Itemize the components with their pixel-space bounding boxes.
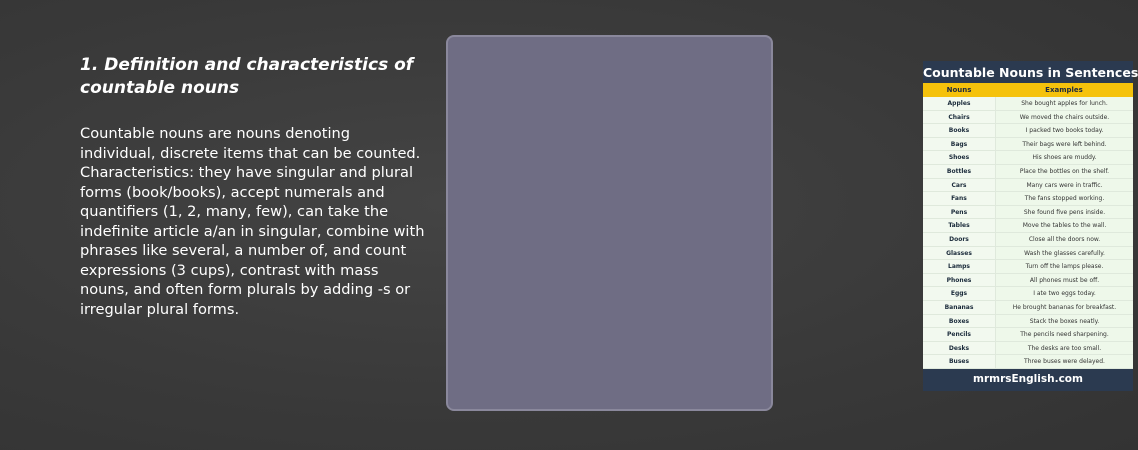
table-row [923,355,1133,369]
table-row [923,111,1133,125]
noun-cell: Lamps [923,260,996,273]
table-row [923,165,1133,179]
infographic-title: Countable Nouns in Sentences [923,65,1138,80]
section-heading: 1. Definition and characteristics of countable nouns [80,55,414,98]
example-cell: Wash the glasses carefully. [996,247,1133,260]
table-row [923,124,1133,138]
table-row [923,97,1133,111]
noun-cell: Fans [923,192,996,205]
table-row [923,192,1133,206]
table-row [923,287,1133,301]
noun-cell: Books [923,124,996,137]
example-cell: Move the tables to the wall. [996,219,1133,232]
noun-cell: Phones [923,274,996,287]
table-header [923,83,1133,97]
noun-cell: Glasses [923,247,996,260]
noun-cell: Bottles [923,165,996,178]
noun-cell: Cars [923,179,996,192]
example-cell: His shoes are muddy. [996,151,1133,164]
table-row [923,219,1133,233]
example-cell: The desks are too small. [996,342,1133,355]
table-row [923,151,1133,165]
example-cell: Turn off the lamps please. [996,260,1133,273]
example-cell: She found five pens inside. [996,206,1133,219]
example-cell: She bought apples for lunch. [996,97,1133,110]
example-cell: Stack the boxes neatly. [996,315,1133,328]
table-row [923,179,1133,193]
example-cell: The fans stopped working. [996,192,1133,205]
table-row [923,315,1133,329]
example-cell: I packed two books today. [996,124,1133,137]
table-row [923,328,1133,342]
table-row [923,274,1133,288]
table-row [923,233,1133,247]
noun-cell: Boxes [923,315,996,328]
table-row [923,342,1133,356]
header-examples: Examples [1045,86,1083,94]
table-row [923,206,1133,220]
noun-cell: Apples [923,97,996,110]
table-body [923,97,1133,369]
infographic-footer: mrmrsEnglish.com [973,372,1083,385]
noun-cell: Buses [923,355,996,368]
countable-nouns-infographic [923,61,1138,391]
noun-cell: Pens [923,206,996,219]
table-row [923,138,1133,152]
image-card [446,35,1138,411]
table-row [923,260,1133,274]
example-cell: Three buses were delayed. [996,355,1133,368]
header-nouns: Nouns [946,86,972,94]
example-cell: Their bags were left behind. [996,138,1133,151]
example-cell: Many cars were in traffic. [996,179,1133,192]
example-cell: I ate two eggs today. [996,287,1133,300]
noun-cell: Shoes [923,151,996,164]
example-cell: Close all the doors now. [996,233,1133,246]
noun-cell: Pencils [923,328,996,341]
example-cell: He brought bananas for breakfast. [996,301,1133,314]
noun-cell: Doors [923,233,996,246]
noun-cell: Desks [923,342,996,355]
noun-cell: Bananas [923,301,996,314]
table-row [923,301,1133,315]
example-cell: The pencils need sharpening. [996,328,1133,341]
example-cell: Place the bottles on the shelf. [996,165,1133,178]
noun-cell: Eggs [923,287,996,300]
noun-cell: Bags [923,138,996,151]
noun-cell: Chairs [923,111,996,124]
noun-cell: Tables [923,219,996,232]
definition-paragraph: Countable nouns are nouns denoting individual, discrete items that can be counted. Characteristics: they have singular and plural forms (book/books), accept numerals and quantifiers (1, 2, many, few), can take the indefinite article a/an in singular, combine with phrases like several, a number of, and count expressions (3 cups), contrast with mass nouns, and often form plurals by adding -s or irregular plural forms. [80,125,425,318]
example-cell: We moved the chairs outside. [996,111,1133,124]
example-cell: All phones must be off. [996,274,1133,287]
table-row [923,247,1133,261]
